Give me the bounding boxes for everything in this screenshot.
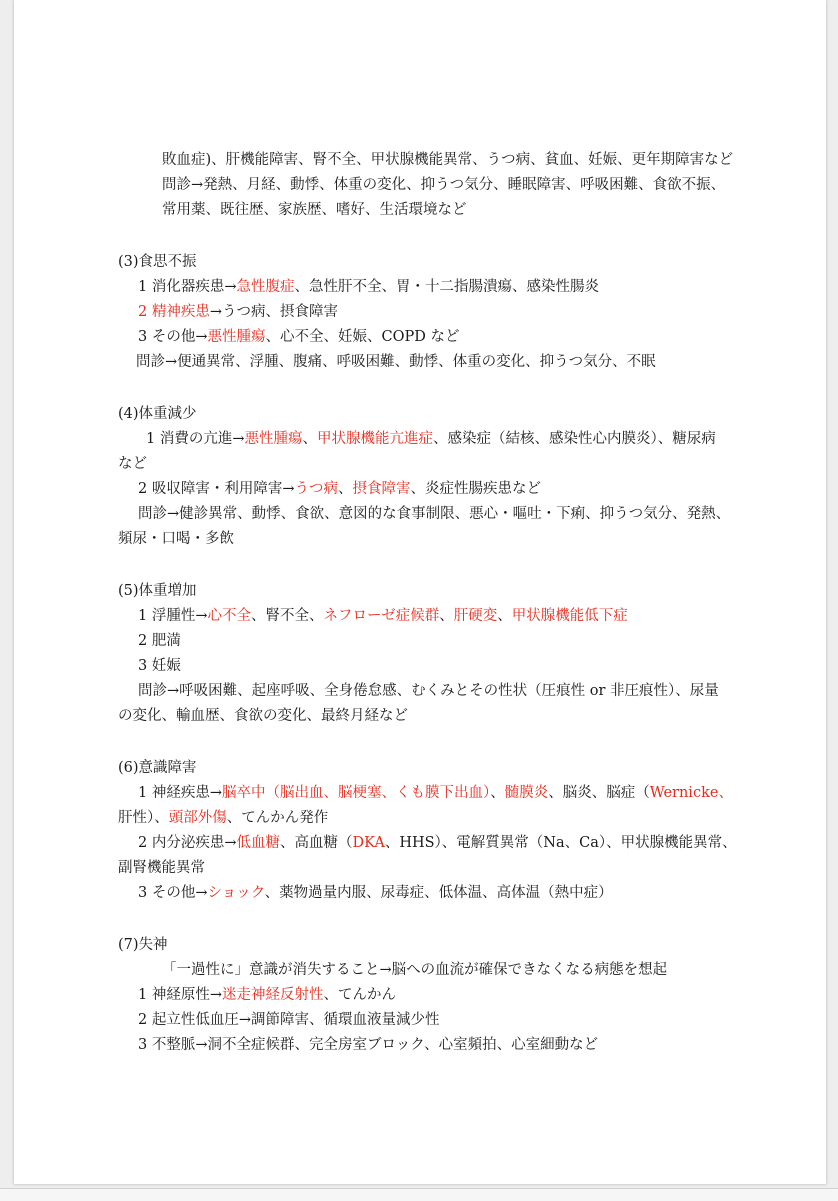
intro-line: 敗血症)、肝機能障害、腎不全、甲状腺機能異常、うつ病、貧血、妊娠、更年期障害など (162, 152, 734, 168)
section-heading-7: (7)失神 (118, 937, 168, 953)
highlight-term: うつ病 (294, 481, 338, 497)
item-text: 、脳炎、脳症（ (548, 785, 650, 801)
list-item (118, 881, 738, 906)
section-heading-4: (4)体重減少 (118, 406, 197, 422)
item-text: 3 その他→ (138, 885, 208, 901)
highlight-term: 肝硬変 (453, 608, 498, 624)
highlight-term: 悪性腫瘍 (207, 329, 266, 345)
item-text: 1 消費の亢進→ (146, 431, 245, 447)
list-item (118, 300, 738, 325)
item-text: 、 (439, 608, 454, 624)
list-item-continuation: 副腎機能異常 (118, 860, 205, 876)
item-text: 、薬物過量内服、尿毒症、低体温、高体温（熱中症） (264, 885, 613, 901)
highlight-term: 摂食障害 (352, 481, 411, 497)
list-item (118, 781, 738, 806)
item-text: 、炎症性腸疾患など (410, 481, 541, 497)
highlight-term: 甲状腺機能亢進症 (316, 431, 433, 447)
item-text: 、感染症（結核、感染性心内膜炎）、糖尿病 (432, 431, 716, 447)
highlight-term: 心不全 (207, 608, 251, 624)
item-text: 、腎不全、 (250, 608, 324, 624)
list-item (118, 983, 738, 1008)
item-text: 、急性肝不全、胃・十二指腸潰瘍、感染性腸炎 (294, 279, 599, 295)
item-text: 、 (490, 785, 505, 801)
highlight-term: ショック (207, 885, 265, 901)
highlight-term: 迷走神経反射性 (221, 987, 324, 1003)
list-item (118, 427, 738, 452)
list-item: 2 肥満 (138, 633, 181, 649)
item-text: 、高血糖（ (279, 835, 353, 851)
interview-line: 頻尿・口喝・多飲 (118, 531, 234, 547)
item-text: →うつ病、摂食障害 (209, 304, 338, 320)
next-page-edge (0, 1188, 838, 1201)
highlight-term: 脳卒中（脳出血、脳梗塞、くも膜下出血） (221, 785, 491, 801)
highlight-term: 低血糖 (236, 835, 280, 851)
item-text: 、 (302, 431, 317, 447)
highlight-term: ネフローゼ症候群 (323, 608, 440, 624)
intro-line: 問診→発熱、月経、動悸、体重の変化、抑うつ気分、睡眠障害、呼吸困難、食欲不振、 (162, 177, 726, 193)
highlight-term: 、 (718, 785, 733, 801)
document-content (118, 148, 738, 1058)
list-item (118, 831, 738, 856)
highlight-term: 悪性腫瘍 (244, 431, 303, 447)
item-text: 、HHS）、電解質異常（Na、Ca）、甲状腺機能異常、 (384, 835, 737, 851)
item-text: 2 内分泌疾患→ (138, 835, 237, 851)
item-text: 1 神経原性→ (138, 987, 222, 1003)
item-text: 、 (337, 481, 353, 497)
list-item-continuation (118, 806, 738, 831)
section-heading-6: (6)意識障害 (118, 760, 197, 776)
interview-line: 問診→便通異常、浮腫、腹痛、呼吸困難、動悸、体重の変化、抑うつ気分、不眠 (136, 354, 656, 370)
list-item: 2 起立性低血圧→調節障害、循環血液量減少性 (138, 1012, 440, 1028)
highlight-term: Wernicke (649, 785, 719, 801)
list-item (118, 275, 738, 300)
item-text: 、てんかん発作 (226, 810, 329, 826)
item-text: 3 その他→ (138, 329, 208, 345)
highlight-term: 2 精神疾患 (138, 304, 210, 320)
item-text: 肝性）、 (118, 810, 169, 826)
intro-line: 常用薬、既往歴、家族歴、嗜好、生活環境など (162, 202, 467, 218)
highlight-term: DKA (352, 835, 385, 851)
highlight-term: 急性腹症 (236, 279, 295, 295)
list-item: 3 妊娠 (138, 658, 181, 674)
list-item (118, 477, 738, 502)
list-item (118, 604, 738, 629)
list-item-continuation: など (118, 456, 147, 472)
list-item: 3 不整脈→洞不全症候群、完全房室ブロック、心室頻拍、心室細動など (138, 1037, 599, 1053)
item-text: 2 吸収障害・利用障害→ (138, 481, 295, 497)
section-heading-5: (5)体重増加 (118, 583, 197, 599)
highlight-term: 甲状腺機能低下症 (511, 608, 628, 624)
item-text: 、心不全、妊娠、COPD など (265, 329, 460, 345)
highlight-term: 頭部外傷 (168, 810, 227, 826)
section-heading-3: (3)食思不振 (118, 254, 197, 270)
list-item (118, 325, 738, 350)
interview-line: 問診→健診異常、動悸、食欲、意図的な食事制限、悪心・嘔吐・下痢、抑うつ気分、発熱、 (138, 506, 731, 522)
section-note: 「一過性に」意識が消失すること→脳への血流が確保できなくなる病態を想起 (162, 962, 668, 978)
item-text: 、てんかん (323, 987, 396, 1003)
item-text: 1 神経疾患→ (138, 785, 222, 801)
interview-line: の変化、輸血歴、食欲の変化、最終月経など (118, 708, 408, 724)
item-text: 1 消化器疾患→ (138, 279, 237, 295)
document-page (14, 0, 826, 1184)
interview-line: 問診→呼吸困難、起座呼吸、全身倦怠感、むくみとその性状（圧痕性 or 非圧痕性）、尿量 (138, 683, 719, 699)
item-text: 1 浮腫性→ (138, 608, 208, 624)
item-text: 、 (497, 608, 512, 624)
highlight-term: 髄膜炎 (504, 785, 549, 801)
